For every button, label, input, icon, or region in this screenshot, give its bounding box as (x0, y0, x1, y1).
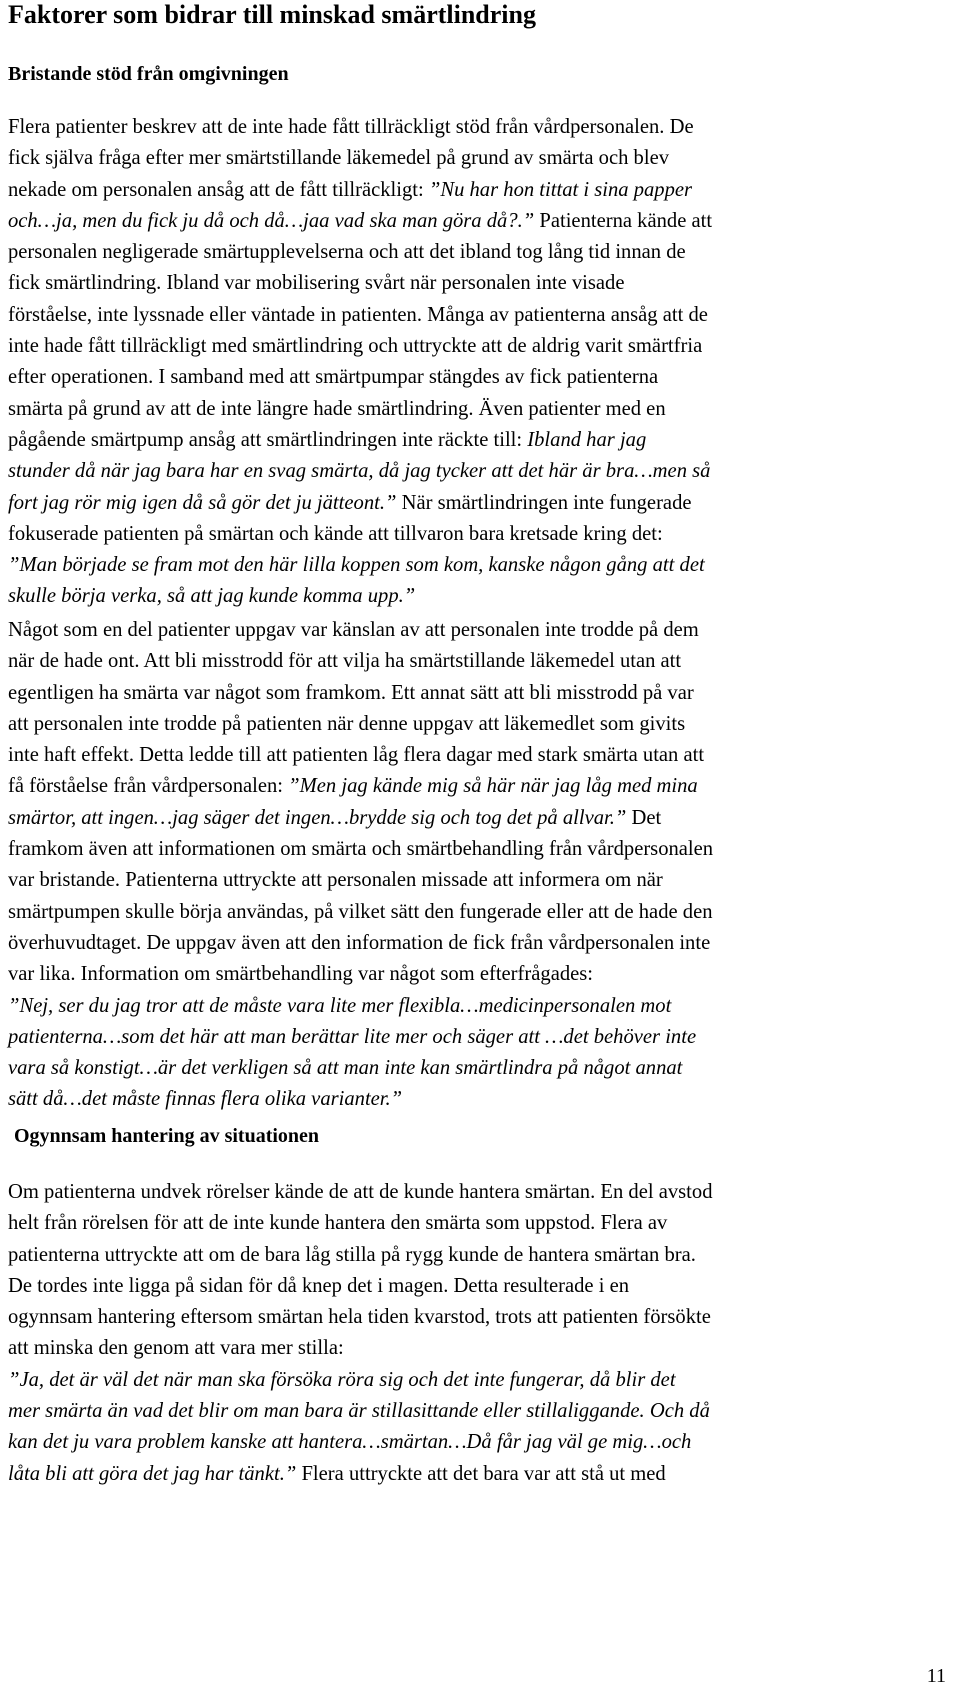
body-text: De tordes inte ligga på sidan för då knep det i magen. Detta resulterade i en (8, 1274, 630, 1297)
body-text: fokuserade patienten på smärtan och kände att tillvaron bara kretsade kring det: (8, 522, 663, 545)
text-line (8, 771, 958, 802)
body-text: Flera uttryckte att det bara var att stå ut med (296, 1462, 666, 1485)
quote-text: ”Man började se fram mot den här lilla koppen som kom, kanske någon gång att det (8, 554, 705, 577)
text-line (8, 615, 958, 646)
text-line (8, 175, 958, 206)
paragraph-2 (8, 615, 958, 1116)
text-line (8, 456, 958, 487)
body-text: Det (626, 806, 662, 829)
body-text: få förståelse från vårdpersonalen: (8, 775, 289, 798)
body-text: att minska den genom att vara mer stilla: (8, 1337, 344, 1360)
body-text: smärta på grund av att de inte längre hade smärtlindring. Även patienter med en (8, 397, 666, 420)
text-line (8, 1302, 958, 1333)
text-line (8, 1427, 958, 1458)
text-line (8, 300, 958, 331)
paragraph-3 (8, 1177, 958, 1490)
body-text: var lika. Information om smärtbehandling var något som efterfrågades: (8, 963, 594, 986)
text-line (8, 362, 958, 393)
body-text: förståelse, inte lyssnade eller väntade in patienten. Många av patienterna ansåg att de (8, 303, 708, 326)
body-text: efter operationen. I samband med att smärtpumpar stängdes av fick patienterna (8, 366, 659, 389)
quote-text: ”Ja, det är väl det när man ska försöka röra sig och det inte fungerar, då blir det (8, 1368, 676, 1391)
text-line (8, 834, 958, 865)
page-title: Faktorer som bidrar till minskad smärtlindring (8, 0, 536, 29)
text-line (8, 1459, 958, 1490)
body-text: inte haft effekt. Detta ledde till att patienten låg flera dagar med stark smärta utan att (8, 744, 705, 767)
body-text: när de hade ont. Att bli misstrodd för att vilja ha smärtstillande läkemedel utan att (8, 650, 682, 673)
body-text: var bristande. Patienterna uttryckte att personalen missade att informera om när (8, 869, 663, 892)
text-line (8, 331, 958, 362)
text-line (8, 550, 958, 581)
text-line (8, 865, 958, 896)
quote-text: ”Men jag kände mig så här när jag låg med mina (288, 775, 698, 798)
body-text: När smärtlindringen inte fungerade (396, 491, 692, 514)
text-line (8, 1084, 958, 1115)
text-line (8, 394, 958, 425)
text-line (8, 1396, 958, 1427)
body-text: fick smärtlindring. Ibland var mobilisering svårt när personalen inte visade (8, 272, 625, 295)
quote-text: patienterna…som det här att man berättar lite mer och säger att …det behöver inte (8, 1025, 697, 1048)
text-line (8, 1208, 958, 1239)
quote-text: låta bli att göra det jag har tänkt.” (8, 1462, 297, 1485)
body-text: överhuvudtaget. De uppgav även att den information de fick från vårdpersonalen inte (8, 931, 711, 954)
quote-text: smärtor, att ingen…jag säger det ingen…brydde sig och tog det på allvar.” (8, 806, 627, 829)
quote-text: kan det ju vara problem kanske att hantera…smärtan…Då får jag väl ge mig…och (8, 1431, 692, 1454)
paragraph-1 (8, 112, 958, 613)
text-line (8, 519, 958, 550)
body-text: Något som en del patienter uppgav var känslan av att personalen inte trodde på dem (8, 619, 699, 641)
text-line (8, 991, 958, 1022)
text-line (8, 1333, 958, 1364)
text-line (8, 959, 958, 990)
body-text: Om patienterna undvek rörelser kände de att de kunde hantera smärtan. En del avstod (8, 1181, 713, 1203)
body-text: smärtpumpen skulle börja användas, på vilket sätt den fungerade eller att de hade den (8, 900, 713, 923)
text-line (8, 581, 958, 612)
body-text: att personalen inte trodde på patienten när denne uppgav att läkemedlet som givits (8, 712, 686, 735)
quote-text: fort jag rör mig igen då så gör det ju jätteont.” (8, 491, 397, 514)
text-line (8, 143, 958, 174)
text-line (8, 709, 958, 740)
text-line (8, 1177, 958, 1208)
text-line (8, 1271, 958, 1302)
quote-text: ”Nej, ser du jag tror att de måste vara lite mer flexibla…medicinpersonalen mot (8, 994, 672, 1017)
body-text: ogynnsam hantering eftersom smärtan hela tiden kvarstod, trots att patienten försökte (8, 1306, 711, 1329)
body-text: helt från rörelsen för att de inte kunde hantera den smärta som uppstod. Flera av (8, 1212, 668, 1235)
text-line (8, 928, 958, 959)
body-text: patienterna uttryckte att om de bara låg stilla på rygg kunde de hantera smärtan bra. (8, 1243, 696, 1266)
text-line (8, 646, 958, 677)
quote-text: mer smärta än vad det blir om man bara är stillasittande eller stillaliggande. Och då (8, 1400, 710, 1423)
quote-text: Ibland har jag (527, 428, 647, 451)
text-line (8, 206, 958, 237)
body-text: egentligen ha smärta var något som framkom. Ett annat sätt att bli misstrodd på var (8, 681, 694, 704)
quote-text: ”Nu har hon tittat i sina papper (428, 178, 693, 201)
text-line (8, 740, 958, 771)
text-line (8, 488, 958, 519)
quote-text: vara så konstigt…är det verkligen så att man inte kan smärtlindra på något annat (8, 1057, 683, 1080)
body-text: Flera patienter beskrev att de inte hade fått tillräckligt stöd från vårdpersonalen. De (8, 116, 694, 138)
body-text: pågående smärtpump ansåg att smärtlindringen inte räckte till: (8, 428, 528, 451)
text-line (8, 237, 958, 268)
body-text: framkom även att informationen om smärta och smärtbehandling från vårdpersonalen (8, 838, 714, 861)
body-text: nekade om personalen ansåg att de fått tillräckligt: (8, 178, 429, 201)
text-line (8, 268, 958, 299)
body-text: Patienterna kände att (534, 209, 713, 232)
section-heading-bristande-stod: Bristande stöd från omgivningen (8, 63, 289, 85)
page-number: 11 (926, 1665, 946, 1687)
quote-text: och…ja, men du fick ju då och då…jaa vad ska man göra då?.” (8, 209, 535, 232)
body-text: fick själva fråga efter mer smärtstillande läkemedel på grund av smärta och blev (8, 147, 670, 170)
quote-text: sätt då…det måste finnas flera olika varianter.” (8, 1088, 403, 1111)
text-line (8, 1053, 958, 1084)
text-line (8, 678, 958, 709)
text-line (8, 897, 958, 928)
text-line (8, 112, 958, 143)
text-line (8, 425, 958, 456)
text-line (8, 1022, 958, 1053)
text-line (8, 803, 958, 834)
section-heading-ogynnsam-hantering: Ogynnsam hantering av situationen (14, 1125, 320, 1147)
text-line (8, 1240, 958, 1271)
text-line (8, 1365, 958, 1396)
quote-text: stunder då när jag bara har en svag smärta, då jag tycker att det här är bra…men så (8, 460, 711, 483)
quote-text: skulle börja verka, så att jag kunde komma upp.” (8, 585, 416, 608)
body-text: personalen negligerade smärtupplevelserna och att det ibland tog lång tid innan de (8, 241, 686, 264)
body-text: inte hade fått tillräckligt med smärtlindring och uttryckte att de aldrig varit smärtfria (8, 335, 703, 358)
